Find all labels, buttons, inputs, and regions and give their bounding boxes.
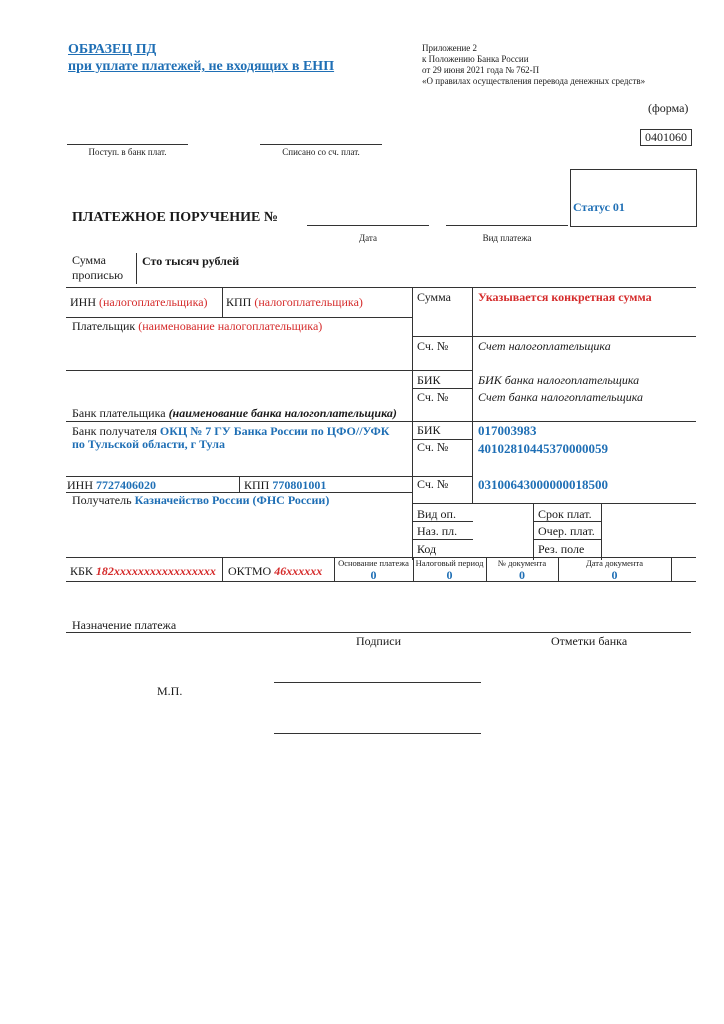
- recipient-inn-value: 7727406020: [96, 478, 156, 492]
- grid-vline-inn-kpp: [222, 287, 223, 317]
- budget-vline-1: [222, 557, 223, 581]
- grid-line-op-block: [412, 503, 696, 504]
- recipient-kpp-label: КПП: [244, 478, 270, 492]
- payer-kpp-value: (налогоплательщика): [254, 295, 363, 309]
- grid-vline-due-left: [533, 503, 534, 560]
- payer-name-label: Плательщик: [72, 319, 136, 333]
- recipient-bank-value-1: ОКЦ № 7 ГУ Банка России по ЦФО//УФК: [159, 424, 390, 438]
- doc-number-label: № документа: [497, 558, 547, 568]
- appendix-line-1: Приложение 2: [422, 43, 478, 53]
- purpose-label: Назначение платежа: [72, 618, 177, 632]
- payer-kpp: [226, 295, 363, 310]
- grid-line-payer: [66, 370, 473, 371]
- grid-vline-left-main: [412, 287, 413, 560]
- amount-words-divider: [136, 253, 137, 284]
- signatures-label: Подписи: [356, 634, 402, 648]
- recipient-bank-label: Банк получателя: [72, 424, 157, 438]
- stamp-label: М.П.: [157, 684, 183, 698]
- date-line[interactable]: [307, 225, 429, 226]
- amount-words-value: Сто тысяч рублей: [142, 254, 240, 268]
- grid-line-payer-bik: [412, 388, 473, 389]
- priority-label: Очер. плат.: [538, 524, 595, 538]
- recipient-kpp: [244, 478, 326, 493]
- doc-number-value: 0: [519, 568, 525, 582]
- amount-words-label-2: прописью: [72, 268, 124, 282]
- grid-line-payer-inn: [66, 317, 412, 318]
- appendix-line-2: к Положению Банка России: [422, 54, 529, 64]
- recipient-name: [72, 493, 329, 508]
- period-value: 0: [446, 568, 453, 582]
- grid-line-payer-bank: [66, 421, 696, 422]
- payer-bank-account-label: Сч. №: [417, 390, 449, 404]
- kbk: [70, 564, 216, 579]
- recipient-account-value: 03100643000000018500: [478, 477, 608, 492]
- op-type-label: Вид оп.: [417, 507, 456, 521]
- grid-vline-recipient-inn-kpp: [239, 476, 240, 492]
- code-label: Код: [417, 542, 437, 556]
- payer-inn: [70, 295, 208, 310]
- purpose-line: [66, 632, 691, 633]
- bank-marks-label: Отметки банка: [551, 634, 628, 648]
- oktmo: [228, 564, 322, 579]
- debited-label: Списано со сч. плат.: [282, 147, 360, 157]
- received-line: [67, 144, 188, 145]
- grid-line-top: [66, 287, 696, 288]
- signature-line-1[interactable]: [274, 682, 481, 683]
- appendix-line-4: «О правилах осуществления перевода денежных средств»: [422, 76, 646, 86]
- basis-label: Основание платежа: [338, 558, 409, 568]
- payment-type-line[interactable]: [446, 225, 568, 226]
- grid-line-amount: [412, 336, 696, 337]
- sample-title: ОБРАЗЕЦ ПД: [68, 42, 157, 57]
- recipient-kpp-value: 770801001: [272, 478, 327, 492]
- debited-line: [260, 144, 382, 145]
- recipient-account-label: Сч. №: [417, 477, 449, 491]
- recipient-bank-account-value: 40102810445370000059: [478, 441, 608, 456]
- recipient-bank-account-label: Сч. №: [417, 440, 449, 454]
- period-label: Налоговый период: [415, 558, 484, 568]
- recipient-name-value: Казначейство России (ФНС России): [134, 493, 330, 507]
- status-box: [570, 169, 697, 227]
- recipient-bank-value-2: по Тульской области, г Тула: [72, 437, 225, 451]
- recipient-name-label: Получатель: [72, 493, 132, 507]
- oktmo-label: ОКТМО: [228, 564, 272, 578]
- payer-name: [72, 319, 322, 334]
- form-code-box: [640, 129, 692, 146]
- order-title: ПЛАТЕЖНОЕ ПОРУЧЕНИЕ №: [72, 210, 278, 225]
- amount-label: Сумма: [417, 290, 451, 304]
- grid-vline-right-main: [472, 287, 473, 503]
- status-value: Статус 01: [573, 200, 625, 214]
- grid-line-due-2: [533, 539, 601, 540]
- payer-bank-account-value: Счет банка налогоплательщика: [478, 390, 644, 404]
- grid-line-recipient-bank: [66, 476, 473, 477]
- recipient-bik-value: 017003983: [478, 423, 537, 438]
- grid-line-op-2: [412, 539, 473, 540]
- recipient-inn: [67, 478, 156, 493]
- kbk-value: 182xxxxxxxxxxxxxxxxx: [95, 564, 216, 578]
- purpose-type-label: Наз. пл.: [417, 524, 458, 538]
- payment-type-label: Вид платежа: [482, 233, 532, 243]
- payer-bank-label: Банк плательщика: [72, 406, 166, 420]
- payer-account-value: Счет налогоплательщика: [478, 339, 611, 353]
- basis-value: 0: [370, 568, 377, 582]
- due-date-label: Срок плат.: [538, 507, 592, 521]
- payer-inn-value: (налогоплательщика): [99, 295, 208, 309]
- payer-bik-label: БИК: [417, 373, 441, 387]
- oktmo-value: 46xxxxxx: [274, 564, 323, 578]
- payer-bank-value: (наименование банка налогоплательщика): [168, 406, 397, 420]
- sample-subtitle: при уплате платежей, не входящих в ЕНП: [68, 59, 335, 74]
- payer-account-label: Сч. №: [417, 339, 449, 353]
- doc-date-value: 0: [611, 568, 618, 582]
- amount-words-label-1: Сумма: [72, 253, 106, 267]
- reserve-label: Рез. поле: [538, 542, 585, 556]
- payer-inn-label: ИНН: [70, 295, 96, 309]
- amount-value: Указывается конкретная сумма: [478, 290, 652, 304]
- signature-line-2[interactable]: [274, 733, 481, 734]
- payer-kpp-label: КПП: [226, 295, 252, 309]
- payer-bank: [72, 406, 397, 421]
- budget-vline-6: [671, 557, 672, 581]
- form-code: 0401060: [645, 130, 687, 144]
- received-label: Поступ. в банк плат.: [88, 147, 167, 157]
- payer-name-value: (наименование налогоплательщика): [138, 319, 323, 333]
- recipient-inn-label: ИНН: [67, 478, 93, 492]
- appendix-line-3: от 29 июня 2021 года № 762-П: [422, 65, 540, 75]
- kbk-label: КБК: [70, 564, 93, 578]
- date-label: Дата: [359, 233, 377, 243]
- payer-bik-value: БИК банка налогоплательщика: [478, 373, 640, 387]
- form-label: (форма): [648, 101, 689, 115]
- doc-date-label: Дата документа: [585, 558, 644, 568]
- recipient-bik-label: БИК: [417, 423, 441, 437]
- grid-vline-due-right: [601, 503, 602, 560]
